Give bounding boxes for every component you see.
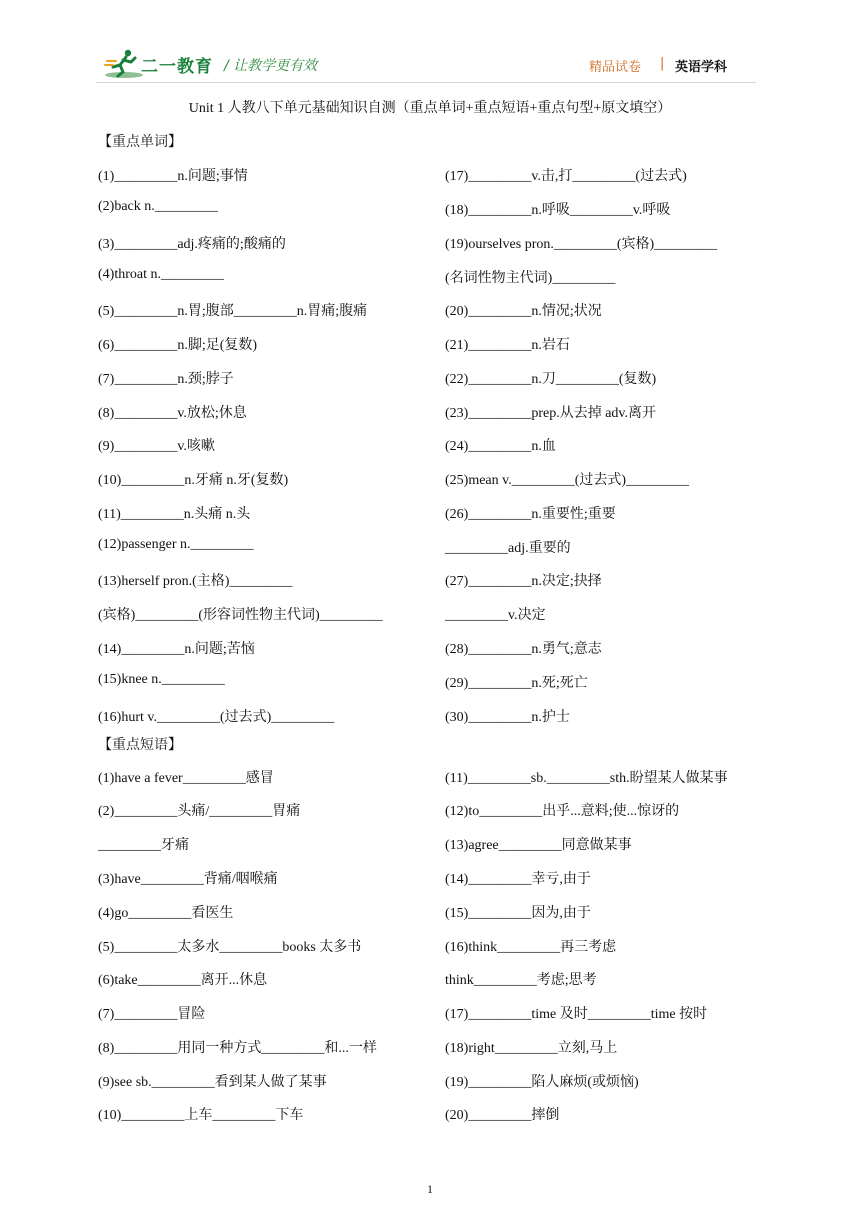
word-item: (24)_________n.血 <box>445 439 556 454</box>
phrase-item: (9)see sb._________看到某人做了某事 <box>98 1075 327 1090</box>
phrase-item: (5)_________太多水_________books 太多书 <box>98 940 362 955</box>
phrase-item: (6)take_________离开...休息 <box>98 973 268 988</box>
word-item: (19)ourselves pron._________(宾格)_________ <box>445 237 718 252</box>
word-item: (30)_________n.护士 <box>445 710 570 725</box>
phrase-item: (4)go_________看医生 <box>98 906 234 921</box>
phrase-item: _________牙痛 <box>98 838 189 853</box>
word-item: (9)_________v.咳嗽 <box>98 439 215 454</box>
word-item: (21)_________n.岩石 <box>445 338 570 353</box>
phrase-item: (2)_________头痛/_________胃痛 <box>98 804 301 819</box>
word-item: (28)_________n.勇气;意志 <box>445 642 602 657</box>
phrase-item: (17)_________time 及时_________time 按时 <box>445 1007 708 1022</box>
word-item: (12)passenger n._________ <box>98 537 254 552</box>
logo-text: 二一教育 <box>141 57 213 77</box>
logo <box>104 48 222 80</box>
phrase-item: (19)_________陷人麻烦(或烦恼) <box>445 1075 639 1090</box>
word-item: (7)_________n.颈;脖子 <box>98 372 234 387</box>
word-item: (名词性物主代词)_________ <box>445 271 616 286</box>
word-item: (6)_________n.脚;足(复数) <box>98 338 258 353</box>
phrase-item: (13)agree_________同意做某事 <box>445 838 632 853</box>
page-header <box>0 0 860 95</box>
word-item: (27)_________n.决定;抉择 <box>445 574 602 589</box>
page-number: 1 <box>427 1182 433 1196</box>
phrase-item: think_________考虑;思考 <box>445 973 597 988</box>
word-item: (2)back n._________ <box>98 199 218 214</box>
word-item: (23)_________prep.从去掉 adv.离开 <box>445 406 657 421</box>
document-title: Unit 1 人教八下单元基础知识自测（重点单词+重点短语+重点句型+原文填空） <box>188 101 672 116</box>
phrase-item: (7)_________冒险 <box>98 1007 206 1022</box>
word-item: (22)_________n.刀_________(复数) <box>445 372 657 387</box>
section-heading-phrases: 【重点短语】 <box>98 738 182 753</box>
phrase-item: (18)right_________立刻,马上 <box>445 1041 618 1056</box>
phrase-item: (12)to_________出乎...意料;使...惊讶的 <box>445 804 680 819</box>
word-item: (26)_________n.重要性;重要 <box>445 507 616 522</box>
phrase-item: (10)_________上车_________下车 <box>98 1108 304 1123</box>
word-item: (17)_________v.击,打_________(过去式) <box>445 169 687 184</box>
word-item: (11)_________n.头痛 n.头 <box>98 507 251 522</box>
phrase-item: (11)_________sb._________sth.盼望某人做某事 <box>445 771 728 786</box>
slogan: / 让教学更有效 <box>224 58 318 74</box>
phrase-item: (14)_________幸亏,由于 <box>445 872 591 887</box>
runner-icon <box>104 48 144 80</box>
word-item: (1)_________n.问题;事情 <box>98 169 248 184</box>
word-item: (16)hurt v._________(过去式)_________ <box>98 710 335 725</box>
phrase-item: (1)have a fever_________感冒 <box>98 771 274 786</box>
word-item: (15)knee n._________ <box>98 672 225 687</box>
word-item: (29)_________n.死;死亡 <box>445 676 588 691</box>
word-item: (20)_________n.情况;状况 <box>445 304 602 319</box>
word-item: _________adj.重要的 <box>445 541 571 556</box>
phrase-item: (8)_________用同一种方式_________和...一样 <box>98 1041 377 1056</box>
phrase-item: (16)think_________再三考虑 <box>445 940 617 955</box>
word-item: (5)_________n.胃;腹部_________n.胃痛;腹痛 <box>98 304 368 319</box>
phrase-item: (20)_________摔倒 <box>445 1108 560 1123</box>
word-item: (4)throat n._________ <box>98 267 224 282</box>
word-item: (8)_________v.放松;休息 <box>98 406 247 421</box>
word-item: (10)_________n.牙痛 n.牙(复数) <box>98 473 289 488</box>
tag-quality: 精品试卷 <box>589 60 642 75</box>
phrase-item: (3)have_________背痛/咽喉痛 <box>98 872 278 887</box>
word-item: (宾格)_________(形容词性物主代词)_________ <box>98 608 383 623</box>
tag-subject: 英语学科 <box>675 60 728 75</box>
tag-separator: | <box>660 56 665 71</box>
word-item: (14)_________n.问题;苦恼 <box>98 642 255 657</box>
word-item: (3)_________adj.疼痛的;酸痛的 <box>98 237 286 252</box>
phrase-item: (15)_________因为,由于 <box>445 906 591 921</box>
word-item: (25)mean v._________(过去式)_________ <box>445 473 690 488</box>
header-divider <box>96 82 756 83</box>
word-item: _________v.决定 <box>445 608 546 623</box>
section-heading-words: 【重点单词】 <box>98 135 182 150</box>
word-item: (13)herself pron.(主格)_________ <box>98 574 293 589</box>
word-item: (18)_________n.呼吸_________v.呼吸 <box>445 203 671 218</box>
